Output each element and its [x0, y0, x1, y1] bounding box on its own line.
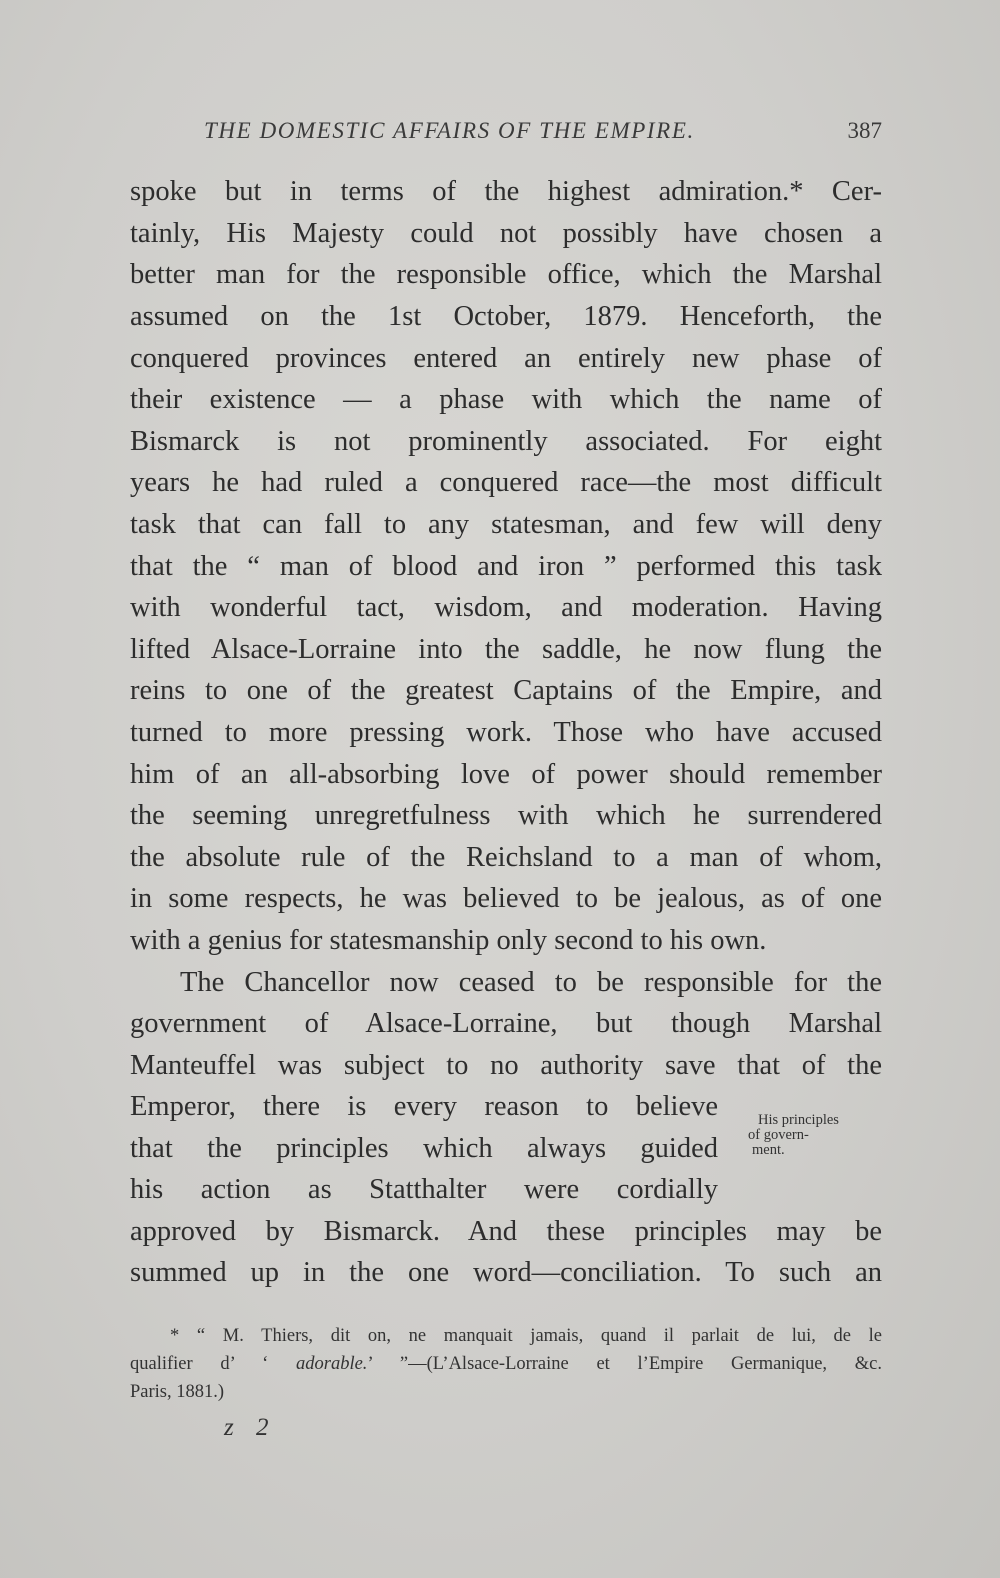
footnote-text: ’ ”—(L’Alsace-Lorraine et l’Empire Germanique, &c. — [367, 1354, 882, 1374]
footnote-text: qualifier d’ ‘ — [130, 1354, 296, 1374]
body-line: his action as Statthalter were cordially — [130, 1174, 718, 1205]
body-line: in some respects, he was believed to be jealous, as of one — [130, 883, 882, 914]
body-line: turned to more pressing work. Those who have accused — [130, 717, 882, 748]
running-title: THE DOMESTIC AFFAIRS OF THE EMPIRE. — [204, 118, 695, 143]
body-line: reins to one of the greatest Captains of the Empire, and — [130, 675, 882, 706]
body-line: spoke but in terms of the highest admiration.* Cer- — [130, 176, 882, 207]
body-line: the seeming unregretfulness with which he surrendered — [130, 800, 882, 831]
body-line: tainly, His Majesty could not possibly have chosen a — [130, 218, 882, 249]
footnote-line: * “ M. Thiers, dit on, ne manquait jamais, quand il parlait de lui, de le — [170, 1326, 882, 1346]
marginal-note — [748, 1113, 878, 1158]
body-line: with wonderful tact, wisdom, and moderation. Having — [130, 592, 882, 623]
page-header — [130, 118, 882, 158]
footnote-line: Paris, 1881.) — [130, 1382, 225, 1402]
signature-mark: z 2 — [224, 1414, 277, 1441]
body-line: with a genius for statesmanship only second to his own. — [130, 925, 767, 956]
marginal-note-line: His principles — [758, 1112, 839, 1128]
body-line: their existence — a phase with which the name of — [130, 384, 882, 415]
marginal-note-line: ment. — [752, 1142, 785, 1158]
footnote-italic-text: adorable. — [296, 1354, 368, 1374]
body-line: summed up in the one word—conciliation. To such an — [130, 1257, 882, 1288]
marginal-note-line: of govern- — [748, 1127, 809, 1143]
footnote-line — [130, 1350, 882, 1378]
body-line: that the “ man of blood and iron ” performed this task — [130, 551, 882, 582]
body-line: The Chancellor now ceased to be responsible for the — [180, 967, 882, 998]
body-line: Manteuffel was subject to no authority save that of the — [130, 1050, 882, 1081]
body-line: Emperor, there is every reason to believe — [130, 1091, 718, 1122]
body-line: that the principles which always guided — [130, 1133, 718, 1164]
body-line: the absolute rule of the Reichsland to a man of whom, — [130, 842, 882, 873]
page-number: 387 — [847, 118, 882, 143]
body-line: assumed on the 1st October, 1879. Henceforth, the — [130, 301, 882, 332]
body-line: government of Alsace-Lorraine, but though Marshal — [130, 1008, 882, 1039]
body-line: approved by Bismarck. And these principles may be — [130, 1216, 882, 1247]
body-line: task that can fall to any statesman, and few will deny — [130, 509, 882, 540]
body-line: lifted Alsace-Lorraine into the saddle, he now flung the — [130, 634, 882, 665]
body-line: him of an all-absorbing love of power should remember — [130, 759, 882, 790]
body-line: Bismarck is not prominently associated. For eight — [130, 426, 882, 457]
body-line: years he had ruled a conquered race—the most difficult — [130, 467, 882, 498]
body-line: conquered provinces entered an entirely new phase of — [130, 343, 882, 374]
body-line: better man for the responsible office, which the Marshal — [130, 259, 882, 290]
